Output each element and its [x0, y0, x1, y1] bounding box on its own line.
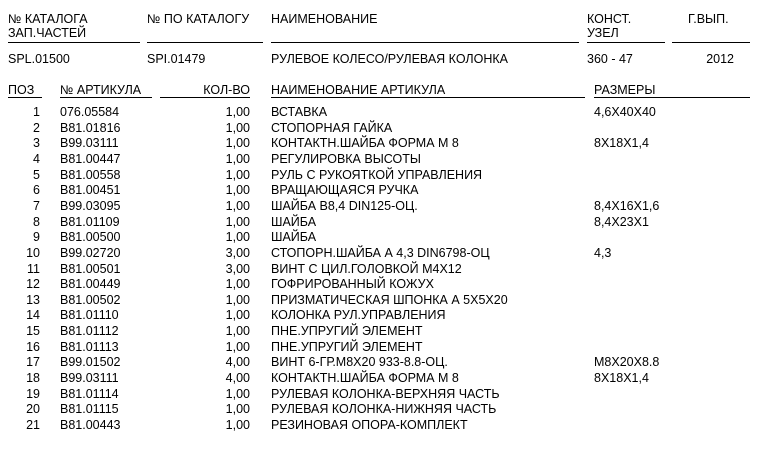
catalog-label-underline [8, 42, 140, 43]
row-article: B81.01112 [60, 324, 119, 339]
table-row [0, 136, 763, 152]
table-row [0, 277, 763, 293]
row-qty: 1,00 [225, 339, 250, 354]
row-name: РЕЗИНОВАЯ ОПОРА-КОМПЛЕКТ [271, 418, 468, 432]
row-article: B99.01502 [60, 355, 121, 370]
row-size: 4,6X40X40 [594, 105, 656, 119]
row-article: B81.01110 [60, 308, 119, 323]
row-qty: 1,00 [225, 230, 250, 245]
row-qty: 1,00 [225, 167, 250, 182]
row-qty: 1,00 [225, 402, 250, 417]
table-row [0, 168, 763, 184]
row-name: КОНТАКТН.ШАЙБА ФОРМА М 8 [271, 371, 459, 386]
unit-label-line2: УЗЕЛ [587, 26, 619, 40]
unit-value: 360 - 47 [587, 52, 633, 66]
year-value: 2012 [706, 52, 734, 66]
row-qty: 1,00 [225, 308, 250, 323]
row-qty: 1,00 [225, 183, 250, 198]
row-name: СТОПОРНАЯ ГАЙКА [271, 120, 393, 135]
row-name: ГОФРИРОВАННЫЙ КОЖУХ [271, 277, 434, 292]
row-qty: 1,00 [225, 292, 250, 307]
table-row [0, 215, 763, 231]
row-pos: 14 [26, 308, 40, 323]
col-article-underline [60, 97, 152, 98]
row-pos: 16 [26, 339, 40, 354]
table-row [0, 293, 763, 309]
row-pos: 19 [26, 386, 40, 401]
row-article: B81.00500 [60, 230, 121, 245]
row-article: B81.00451 [60, 183, 121, 198]
table-row [0, 199, 763, 215]
table-row [0, 402, 763, 418]
catalog-label-line1: № КАТАЛОГА [8, 12, 88, 26]
row-name: РУЛЕВАЯ КОЛОНКА-ВЕРХНЯЯ ЧАСТЬ [271, 386, 500, 401]
col-name-header: НАИМЕНОВАНИЕ АРТИКУЛА [271, 83, 446, 97]
row-article: B99.03111 [60, 371, 119, 386]
row-name: РУЛЬ С РУКОЯТКОЙ УПРАВЛЕНИЯ [271, 167, 483, 182]
row-article: B81.01109 [60, 214, 120, 229]
row-size: 8X18X1,4 [594, 136, 649, 151]
row-pos: 2 [33, 120, 40, 135]
row-qty: 3,00 [225, 245, 250, 260]
row-name: ШАЙБА B8,4 DIN125-ОЦ. [271, 198, 418, 213]
catalog-label [8, 12, 88, 40]
row-name: ШАЙБА [271, 230, 317, 245]
row-pos: 11 [27, 261, 40, 276]
row-name: РУЛЕВАЯ КОЛОНКА-НИЖНЯЯ ЧАСТЬ [271, 402, 497, 417]
table-row [0, 371, 763, 387]
row-pos: 8 [33, 214, 40, 229]
unit-label-line1: КОНСТ. [587, 12, 632, 26]
name-label: НАИМЕНОВАНИЕ [271, 12, 378, 26]
row-name: СТОПОРН.ШАЙБА А 4,3 DIN6798-ОЦ [271, 245, 490, 260]
row-article: B81.01816 [60, 120, 121, 135]
row-name: ШАЙБА [271, 214, 317, 229]
unit-label [587, 12, 631, 40]
year-label: Г.ВЫП. [688, 12, 729, 26]
row-name: ВИНТ С ЦИЛ.ГОЛОВКОЙ М4Х12 [271, 261, 462, 276]
row-size: 8X18X1,4 [594, 371, 649, 386]
row-pos: 17 [26, 355, 40, 370]
row-qty: 4,00 [225, 371, 250, 386]
row-pos: 13 [26, 292, 40, 307]
row-qty: 1,00 [225, 198, 250, 213]
row-qty: 1,00 [225, 418, 250, 432]
row-name: ВРАЩАЮЩАЯСЯ РУЧКА [271, 183, 419, 198]
catalog-no-label: № ПО КАТАЛОГУ [147, 12, 250, 26]
row-article: 076.05584 [60, 105, 120, 119]
row-size: 4,3 [594, 245, 612, 260]
row-article: B99.02720 [60, 245, 121, 260]
col-article-header: № АРТИКУЛА [60, 83, 142, 97]
row-pos: 21 [26, 418, 40, 432]
table-row [0, 355, 763, 371]
table-row [0, 340, 763, 356]
row-qty: 1,00 [225, 120, 250, 135]
col-qty-header: КОЛ-ВО [203, 83, 250, 97]
table-row [0, 418, 763, 434]
col-qty-underline [160, 97, 250, 98]
row-name: ВИНТ 6-ГР.M8X20 933-8.8-ОЦ. [271, 355, 448, 370]
row-article: B81.00501 [60, 261, 121, 276]
row-article: B81.01114 [60, 386, 119, 401]
row-name: КОНТАКТН.ШАЙБА ФОРМА М 8 [271, 136, 459, 151]
name-label-underline [271, 42, 579, 43]
row-size: 8,4X23X1 [594, 214, 649, 229]
row-pos: 6 [33, 183, 40, 198]
row-pos: 7 [33, 198, 40, 213]
row-pos: 4 [33, 151, 40, 166]
row-article: B81.00449 [60, 277, 121, 292]
table-row [0, 262, 763, 278]
row-pos: 1 [33, 105, 40, 119]
row-article: B81.01115 [60, 402, 119, 417]
row-article: B81.01113 [60, 339, 119, 354]
row-name: КОЛОНКА РУЛ.УПРАВЛЕНИЯ [271, 308, 446, 323]
row-pos: 10 [26, 245, 40, 260]
table-row [0, 387, 763, 403]
table-row [0, 308, 763, 324]
table-row [0, 246, 763, 262]
table-row [0, 152, 763, 168]
table-row [0, 183, 763, 199]
row-pos: 3 [33, 136, 40, 151]
col-size-header: РАЗМЕРЫ [594, 83, 656, 97]
row-pos: 18 [26, 371, 40, 386]
row-size: M8X20X8.8 [594, 355, 660, 370]
row-pos: 20 [26, 402, 40, 417]
name-value: РУЛЕВОЕ КОЛЕСО/РУЛЕВАЯ КОЛОНКА [271, 52, 508, 66]
col-name-underline [271, 97, 585, 98]
row-qty: 1,00 [225, 136, 250, 151]
row-article: B81.00447 [60, 151, 121, 166]
row-name: РЕГУЛИРОВКА ВЫСОТЫ [271, 151, 421, 166]
year-label-underline [672, 42, 750, 43]
row-article: B81.00558 [60, 167, 121, 182]
unit-label-underline [587, 42, 665, 43]
row-pos: 12 [26, 277, 40, 292]
row-qty: 1,00 [225, 151, 250, 166]
catalog-value: SPL.01500 [8, 52, 70, 66]
row-article: B99.03111 [60, 136, 119, 151]
row-name: ПНЕ.УПРУГИЙ ЭЛЕМЕНТ [271, 324, 423, 339]
row-size: 8,4X16X1,6 [594, 198, 660, 213]
row-qty: 1,00 [225, 105, 250, 119]
row-article: B81.00443 [60, 418, 121, 432]
table-row [0, 105, 763, 121]
row-pos: 9 [33, 230, 40, 245]
row-article: B99.03095 [60, 198, 121, 213]
table-row [0, 324, 763, 340]
row-qty: 1,00 [225, 214, 250, 229]
row-qty: 1,00 [225, 386, 250, 401]
catalog-no-label-underline [147, 42, 263, 43]
row-pos: 15 [26, 324, 40, 339]
row-pos: 5 [33, 167, 40, 182]
row-name: ВСТАВКА [271, 105, 328, 119]
table-row [0, 121, 763, 137]
catalog-no-value: SPI.01479 [147, 52, 206, 66]
table-row [0, 230, 763, 246]
row-article: B81.00502 [60, 292, 121, 307]
row-qty: 1,00 [225, 324, 250, 339]
row-qty: 1,00 [225, 277, 250, 292]
col-size-underline [594, 97, 750, 98]
row-name: ПРИЗМАТИЧЕСКАЯ ШПОНКА А 5Х5Х20 [271, 292, 508, 307]
col-pos-header: ПОЗ [8, 83, 35, 97]
catalog-label-line2: ЗАП.ЧАСТЕЙ [8, 26, 87, 40]
col-pos-underline [8, 97, 42, 98]
row-qty: 4,00 [225, 355, 250, 370]
row-name: ПНЕ.УПРУГИЙ ЭЛЕМЕНТ [271, 339, 423, 354]
row-qty: 3,00 [225, 261, 250, 276]
